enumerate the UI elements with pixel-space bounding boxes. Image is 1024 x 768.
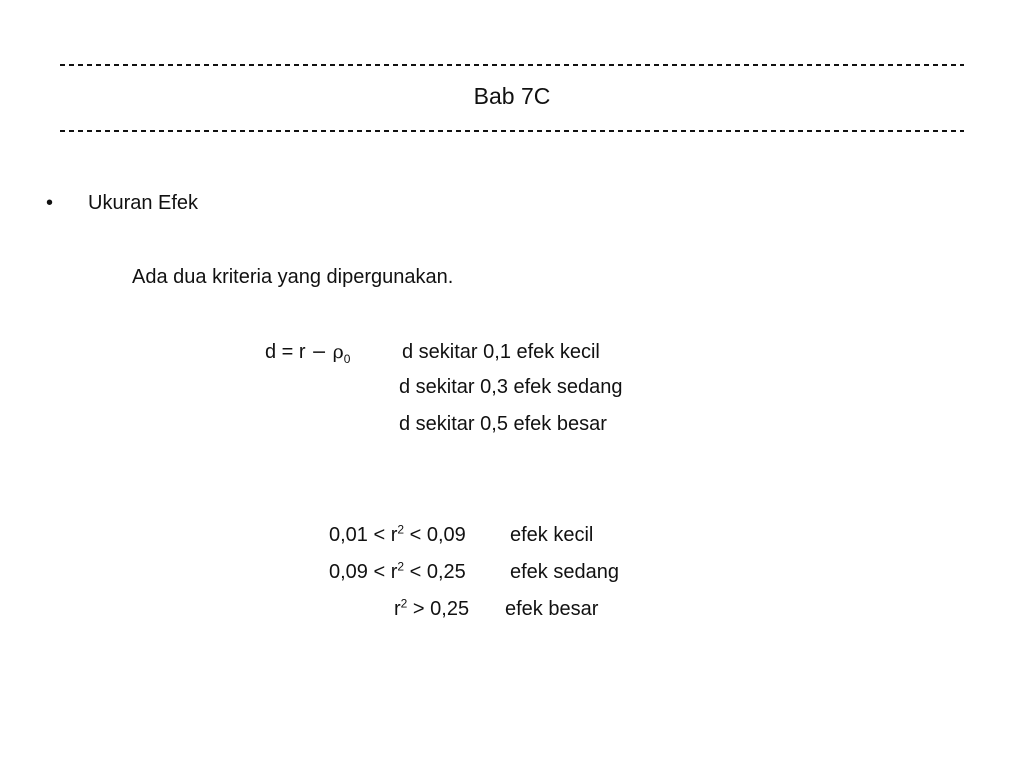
- bullet-item-text: Ukuran Efek: [88, 192, 199, 214]
- formula-subscript: 0: [343, 352, 351, 366]
- formula-minus: −: [311, 341, 328, 363]
- formula-lhs: d = r: [265, 341, 306, 363]
- bullet-icon: •: [46, 192, 54, 214]
- formula: [265, 339, 350, 365]
- r2-criterion-large-sup: 2: [400, 596, 408, 611]
- r2-criterion-large-pre: r: [394, 598, 401, 620]
- r2-criterion-small-sup: 2: [397, 522, 405, 537]
- slide-title: Bab 7C: [473, 83, 551, 109]
- r2-criterion-small-post: < 0,09: [404, 524, 466, 546]
- intro-text: Ada dua kriteria yang dipergunakan.: [132, 266, 454, 288]
- top-dashed-divider: [60, 64, 964, 66]
- r2-criterion-large: [394, 596, 469, 622]
- bottom-dashed-divider: [60, 130, 964, 132]
- r2-criterion-small-pre: 0,01 < r: [329, 524, 398, 546]
- formula-rho: ρ: [332, 341, 344, 363]
- r2-criterion-small-label: efek kecil: [510, 524, 594, 546]
- r2-criterion-large-post: > 0,25: [407, 598, 470, 620]
- r2-criterion-medium-label: efek sedang: [510, 561, 619, 583]
- d-criterion-small: d sekitar 0,1 efek kecil: [402, 341, 600, 363]
- r2-criterion-medium: [329, 559, 466, 585]
- d-criterion-large: d sekitar 0,5 efek besar: [399, 413, 607, 435]
- r2-criterion-medium-sup: 2: [397, 559, 405, 574]
- r2-criterion-medium-pre: 0,09 < r: [329, 561, 398, 583]
- r2-criterion-large-label: efek besar: [505, 598, 599, 620]
- r2-criterion-medium-post: < 0,25: [404, 561, 466, 583]
- r2-criterion-small: [329, 522, 466, 548]
- d-criterion-medium: d sekitar 0,3 efek sedang: [399, 376, 623, 398]
